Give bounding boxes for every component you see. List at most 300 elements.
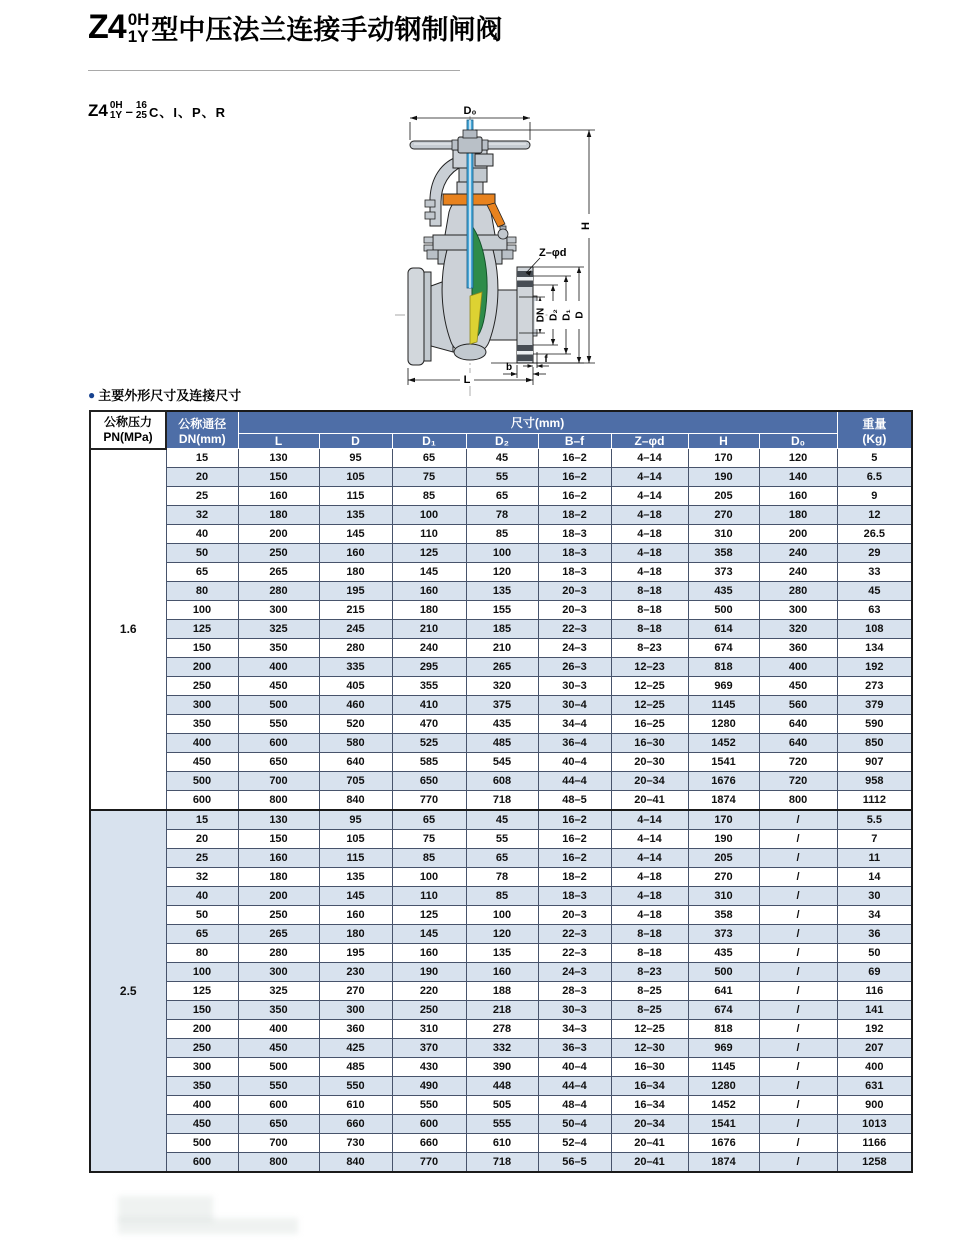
table-cell: 160	[319, 544, 392, 563]
table-cell: 135	[466, 944, 538, 963]
table-cell: 16–30	[611, 1058, 688, 1077]
table-cell: 969	[688, 1039, 759, 1058]
table-cell: /	[759, 963, 837, 982]
table-cell: /	[759, 1096, 837, 1115]
table-cell: 500	[166, 772, 238, 791]
table-cell: 33	[837, 563, 912, 582]
table-cell: /	[759, 1134, 837, 1153]
table-cell: 65	[166, 925, 238, 944]
table-row	[90, 1039, 912, 1058]
table-cell: 435	[688, 582, 759, 601]
table-cell: 30–3	[538, 1001, 611, 1020]
table-cell: 65	[166, 563, 238, 582]
table-cell: 215	[319, 601, 392, 620]
table-cell: 48–4	[538, 1096, 611, 1115]
table-cell: 280	[759, 582, 837, 601]
table-cell: 16–2	[538, 487, 611, 506]
table-cell: 120	[466, 925, 538, 944]
header-weight	[837, 411, 912, 449]
table-cell: 8–23	[611, 963, 688, 982]
model-designation	[88, 101, 226, 121]
table-row	[90, 601, 912, 620]
table-cell: 25	[166, 849, 238, 868]
table-cell: 34	[837, 906, 912, 925]
table-cell: 840	[319, 791, 392, 811]
table-cell: 770	[392, 791, 466, 811]
table-cell: 200	[238, 887, 319, 906]
table-cell: 907	[837, 753, 912, 772]
header-col-D2: D₂	[466, 434, 538, 449]
table-cell: /	[759, 1020, 837, 1039]
table-cell: 460	[319, 696, 392, 715]
table-row	[90, 506, 912, 525]
table-cell: 1676	[688, 1134, 759, 1153]
table-cell: 180	[319, 925, 392, 944]
table-cell: 450	[238, 1039, 319, 1058]
table-cell: 44–4	[538, 772, 611, 791]
table-cell: 640	[759, 715, 837, 734]
table-cell: /	[759, 1153, 837, 1173]
table-cell: 641	[688, 982, 759, 1001]
table-cell: /	[759, 1058, 837, 1077]
table-cell: 310	[688, 887, 759, 906]
table-cell: 450	[238, 677, 319, 696]
table-cell: 207	[837, 1039, 912, 1058]
table-cell: 25	[166, 487, 238, 506]
table-cell: 85	[466, 887, 538, 906]
table-cell: 20–3	[538, 906, 611, 925]
table-cell: 335	[319, 658, 392, 677]
table-cell: 140	[759, 468, 837, 487]
table-cell: /	[759, 925, 837, 944]
header-dn-line2: DN(mm)	[178, 431, 226, 446]
table-cell: 125	[166, 982, 238, 1001]
table-cell: 250	[166, 677, 238, 696]
table-cell: 36–3	[538, 1039, 611, 1058]
model-stack-1	[110, 101, 123, 121]
faint-artifact	[118, 1218, 298, 1234]
table-cell: 295	[392, 658, 466, 677]
table-cell: 190	[688, 830, 759, 849]
header-dn-line1: 公称通径	[178, 416, 227, 431]
table-cell: 160	[392, 944, 466, 963]
table-cell: 192	[837, 1020, 912, 1039]
table-cell: 660	[319, 1115, 392, 1134]
header-size-group: 尺寸(mm)	[238, 411, 837, 434]
table-cell: 4–18	[611, 525, 688, 544]
table-cell: 34–3	[538, 1020, 611, 1039]
table-cell: 65	[392, 449, 466, 468]
table-cell: 4–18	[611, 906, 688, 925]
table-cell: 1280	[688, 715, 759, 734]
table-cell: 200	[759, 525, 837, 544]
table-cell: 145	[392, 925, 466, 944]
table-cell: 34–4	[538, 715, 611, 734]
table-cell: /	[759, 906, 837, 925]
table-cell: 660	[392, 1134, 466, 1153]
table-cell: 150	[166, 1001, 238, 1020]
table-cell: 145	[392, 563, 466, 582]
table-cell: 18–2	[538, 868, 611, 887]
table-cell: 500	[688, 601, 759, 620]
dim-label-d2: D₂	[548, 309, 560, 321]
table-cell: 100	[392, 506, 466, 525]
table-cell: 16–2	[538, 810, 611, 830]
table-cell: 550	[319, 1077, 392, 1096]
table-cell: 44–4	[538, 1077, 611, 1096]
table-row	[90, 544, 912, 563]
table-cell: 265	[238, 925, 319, 944]
table-row	[90, 753, 912, 772]
table-cell: 1280	[688, 1077, 759, 1096]
table-row	[90, 1077, 912, 1096]
table-cell: 600	[238, 734, 319, 753]
table-cell: 900	[837, 1096, 912, 1115]
table-cell: 1676	[688, 772, 759, 791]
table-header	[90, 411, 912, 449]
table-cell: 4–14	[611, 468, 688, 487]
table-cell: 320	[759, 620, 837, 639]
table-cell: 4–18	[611, 563, 688, 582]
header-col-Zphid: Z–φd	[611, 434, 688, 449]
table-cell: 100	[166, 963, 238, 982]
table-cell: /	[759, 982, 837, 1001]
table-cell: 200	[166, 658, 238, 677]
model-stack1-bottom: 1Y	[109, 110, 123, 121]
header-pn-line2: PN(MPa)	[103, 429, 153, 444]
table-cell: 278	[466, 1020, 538, 1039]
table-cell: 108	[837, 620, 912, 639]
header-weight-line1: 重量	[862, 416, 887, 431]
table-cell: 300	[238, 963, 319, 982]
table-cell: 358	[688, 544, 759, 563]
table-cell: 195	[319, 582, 392, 601]
table-cell: 631	[837, 1077, 912, 1096]
table-cell: 40	[166, 525, 238, 544]
table-row	[90, 525, 912, 544]
table-cell: 500	[238, 696, 319, 715]
table-cell: 270	[319, 982, 392, 1001]
table-cell: 16–2	[538, 468, 611, 487]
table-cell: 370	[392, 1039, 466, 1058]
table-cell: 1145	[688, 1058, 759, 1077]
table-cell: 674	[688, 1001, 759, 1020]
table-cell: 730	[319, 1134, 392, 1153]
table-cell: 210	[392, 620, 466, 639]
table-cell: 40–4	[538, 753, 611, 772]
table-cell: 400	[166, 734, 238, 753]
table-row	[90, 468, 912, 487]
table-cell: 800	[238, 1153, 319, 1173]
table-cell: 600	[166, 1153, 238, 1173]
handwheel	[410, 130, 530, 153]
table-cell: 410	[392, 696, 466, 715]
table-cell: 600	[238, 1096, 319, 1115]
table-cell: 20–30	[611, 753, 688, 772]
table-cell: 373	[688, 925, 759, 944]
table-cell: /	[759, 849, 837, 868]
table-row	[90, 772, 912, 791]
table-cell: 355	[392, 677, 466, 696]
table-cell: 1452	[688, 734, 759, 753]
table-cell: 22–3	[538, 620, 611, 639]
table-cell: 116	[837, 982, 912, 1001]
model-materials: C、I、P、R	[149, 104, 227, 120]
table-cell: 6.5	[837, 468, 912, 487]
table-cell: 610	[466, 1134, 538, 1153]
table-cell: 160	[466, 963, 538, 982]
table-row	[90, 925, 912, 944]
table-cell: 705	[319, 772, 392, 791]
table-cell: 9	[837, 487, 912, 506]
table-cell: 500	[238, 1058, 319, 1077]
table-cell: 28–3	[538, 982, 611, 1001]
table-cell: 80	[166, 582, 238, 601]
dim-label-z-phi-d: Z–φd	[539, 247, 567, 259]
table-cell: 4–18	[611, 868, 688, 887]
table-cell: 310	[688, 525, 759, 544]
section-title-text: 主要外形尺寸及连接尺寸	[98, 388, 242, 403]
table-cell: 375	[466, 696, 538, 715]
table-cell: 520	[319, 715, 392, 734]
table-cell: 18–3	[538, 525, 611, 544]
table-cell: 190	[392, 963, 466, 982]
dim-label-f: f	[544, 354, 548, 365]
table-row	[90, 1134, 912, 1153]
table-cell: 12–30	[611, 1039, 688, 1058]
table-cell: 500	[688, 963, 759, 982]
dimensions-table	[89, 410, 913, 1173]
table-cell: 250	[166, 1039, 238, 1058]
page-title	[88, 8, 502, 47]
table-cell: 32	[166, 868, 238, 887]
table-cell: 100	[166, 601, 238, 620]
table-row	[90, 887, 912, 906]
table-cell: 20–41	[611, 791, 688, 811]
model-stack2-top: 16	[135, 100, 147, 111]
table-cell: 16–2	[538, 449, 611, 468]
table-cell: 400	[166, 1096, 238, 1115]
table-cell: 170	[688, 449, 759, 468]
header-col-H: H	[688, 434, 759, 449]
table-cell: 332	[466, 1039, 538, 1058]
table-cell: /	[759, 810, 837, 830]
table-cell: 12	[837, 506, 912, 525]
table-cell: 110	[392, 887, 466, 906]
table-cell: /	[759, 887, 837, 906]
section-title	[88, 385, 241, 404]
table-cell: 155	[466, 601, 538, 620]
table-row	[90, 906, 912, 925]
table-cell: 8–18	[611, 582, 688, 601]
table-cell: 105	[319, 830, 392, 849]
table-cell: 350	[238, 1001, 319, 1020]
dim-label-d0: D₀	[463, 105, 477, 117]
table-cell: 770	[392, 1153, 466, 1173]
table-cell: 120	[759, 449, 837, 468]
table-row	[90, 1058, 912, 1077]
table-row	[90, 620, 912, 639]
table-row	[90, 1001, 912, 1020]
table-cell: 545	[466, 753, 538, 772]
table-cell: 100	[466, 906, 538, 925]
table-cell: 100	[392, 868, 466, 887]
table-cell: 115	[319, 487, 392, 506]
table-cell: 24–3	[538, 639, 611, 658]
table-cell: 650	[238, 753, 319, 772]
table-cell: 18–3	[538, 563, 611, 582]
title-underline	[88, 70, 460, 71]
table-cell: /	[759, 944, 837, 963]
table-cell: 250	[238, 906, 319, 925]
table-cell: 125	[166, 620, 238, 639]
dim-label-dn: DN	[535, 307, 547, 323]
table-cell: 650	[238, 1115, 319, 1134]
table-cell: 18–2	[538, 506, 611, 525]
table-cell: 700	[238, 772, 319, 791]
table-cell: 20	[166, 830, 238, 849]
table-cell: 1874	[688, 1153, 759, 1173]
table-cell: 379	[837, 696, 912, 715]
table-cell: 505	[466, 1096, 538, 1115]
header-dn	[166, 411, 238, 449]
table-cell: 125	[392, 544, 466, 563]
table-cell: 160	[392, 582, 466, 601]
header-col-D: D	[319, 434, 392, 449]
table-cell: 26–3	[538, 658, 611, 677]
table-cell: 30–4	[538, 696, 611, 715]
table-row	[90, 1153, 912, 1173]
table-cell: 600	[392, 1115, 466, 1134]
table-cell: 4–18	[611, 506, 688, 525]
table-cell: 350	[238, 639, 319, 658]
header-col-Bf: B–f	[538, 434, 611, 449]
table-cell: 100	[466, 544, 538, 563]
table-cell: 485	[466, 734, 538, 753]
pn-value-cell: 1.6	[90, 449, 166, 811]
table-cell: 20–34	[611, 1115, 688, 1134]
table-cell: 135	[319, 868, 392, 887]
table-cell: 8–18	[611, 620, 688, 639]
table-cell: 16–30	[611, 734, 688, 753]
table-cell: 95	[319, 810, 392, 830]
table-cell: 188	[466, 982, 538, 1001]
table-cell: 280	[238, 944, 319, 963]
table-cell: 300	[759, 601, 837, 620]
table-cell: 135	[319, 506, 392, 525]
table-cell: 273	[837, 677, 912, 696]
table-cell: 120	[466, 563, 538, 582]
table-cell: 45	[466, 449, 538, 468]
table-cell: 16–25	[611, 715, 688, 734]
table-cell: 300	[319, 1001, 392, 1020]
bullet-icon: ●	[88, 387, 96, 402]
table-row	[90, 791, 912, 811]
table-body	[90, 449, 912, 1173]
table-row	[90, 715, 912, 734]
table-cell: 18–3	[538, 887, 611, 906]
table-cell: 450	[166, 753, 238, 772]
table-row	[90, 449, 912, 468]
table-cell: 48–5	[538, 791, 611, 811]
table-cell: 325	[238, 620, 319, 639]
table-cell: 185	[466, 620, 538, 639]
table-cell: 78	[466, 868, 538, 887]
table-cell: 373	[688, 563, 759, 582]
table-row	[90, 696, 912, 715]
table-cell: 130	[238, 449, 319, 468]
table-cell: 50	[837, 944, 912, 963]
model-dash: –	[125, 103, 133, 119]
table-row	[90, 1020, 912, 1039]
table-cell: 610	[319, 1096, 392, 1115]
table-cell: 85	[466, 525, 538, 544]
valve-drawing	[383, 100, 703, 405]
table-cell: 205	[688, 487, 759, 506]
title-model-stack	[128, 11, 150, 45]
table-cell: 32	[166, 506, 238, 525]
dim-label-b: b	[505, 362, 513, 373]
table-cell: 22–3	[538, 925, 611, 944]
table-cell: 718	[466, 791, 538, 811]
table-cell: 160	[319, 906, 392, 925]
table-cell: 80	[166, 944, 238, 963]
table-cell: 36–4	[538, 734, 611, 753]
table-cell: 720	[759, 753, 837, 772]
model-stack-2	[136, 101, 147, 121]
table-cell: 29	[837, 544, 912, 563]
table-cell: /	[759, 1001, 837, 1020]
table-cell: 265	[238, 563, 319, 582]
table-cell: 130	[238, 810, 319, 830]
dim-label-h: H	[580, 222, 592, 230]
table-cell: 195	[319, 944, 392, 963]
table-cell: 12–25	[611, 696, 688, 715]
table-cell: 15	[166, 810, 238, 830]
table-cell: 700	[238, 1134, 319, 1153]
table-cell: 265	[466, 658, 538, 677]
table-cell: 200	[166, 1020, 238, 1039]
header-pn-line1: 公称压力	[103, 414, 152, 429]
table-cell: 65	[466, 849, 538, 868]
table-cell: 65	[392, 810, 466, 830]
table-cell: 450	[759, 677, 837, 696]
table-cell: 485	[319, 1058, 392, 1077]
table-cell: 150	[166, 639, 238, 658]
table-cell: 8–18	[611, 944, 688, 963]
table-cell: 30–3	[538, 677, 611, 696]
table-cell: 1541	[688, 753, 759, 772]
table-cell: 200	[238, 525, 319, 544]
table-cell: 550	[238, 1077, 319, 1096]
table-cell: 5.5	[837, 810, 912, 830]
table-cell: 135	[466, 582, 538, 601]
table-cell: 20–34	[611, 772, 688, 791]
table-cell: 56–5	[538, 1153, 611, 1173]
dim-label-l: L	[463, 374, 471, 386]
table-cell: 20–41	[611, 1153, 688, 1173]
table-cell: 12–25	[611, 1020, 688, 1039]
table-cell: 115	[319, 849, 392, 868]
table-cell: 280	[238, 582, 319, 601]
table-cell: 430	[392, 1058, 466, 1077]
table-cell: 818	[688, 658, 759, 677]
table-cell: 400	[837, 1058, 912, 1077]
table-cell: 350	[166, 1077, 238, 1096]
table-cell: 400	[759, 658, 837, 677]
table-row	[90, 563, 912, 582]
table-cell: 8–23	[611, 639, 688, 658]
